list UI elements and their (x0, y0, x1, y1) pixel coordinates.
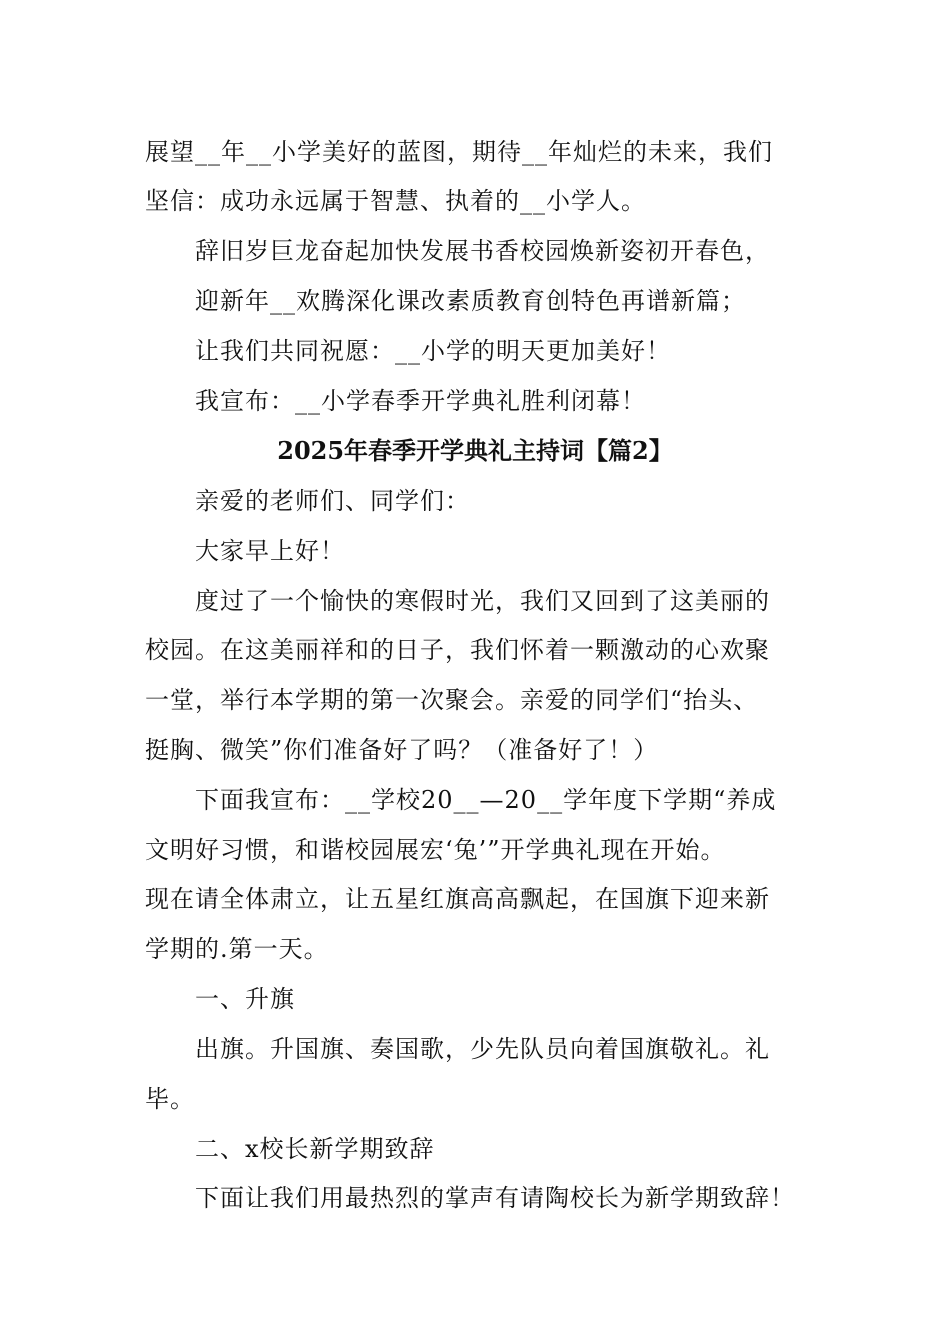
paragraph-line: 学期的.第一天。 (145, 935, 329, 963)
paragraph-line: 毕。 (145, 1085, 195, 1113)
paragraph-line: 二、x校长新学期致辞 (195, 1135, 435, 1163)
paragraph-line: 挺胸、微笑”你们准备好了吗？（准备好了！） (145, 736, 659, 764)
paragraph-line: 让我们共同祝愿：__小学的明天更加美好！ (195, 337, 671, 365)
paragraph-line: 校园。在这美丽祥和的日子，我们怀着一颗激动的心欢聚 (145, 636, 770, 664)
paragraph-line: 一、升旗 (195, 985, 295, 1013)
paragraph-line: 展望__年__小学美好的蓝图，期待__年灿烂的未来，我们 (145, 138, 773, 166)
section-title: 2025年春季开学典礼主持词【篇2】 (277, 436, 673, 465)
paragraph-line: 下面我宣布：__学校20__—20__学年度下学期“养成 (195, 786, 777, 814)
paragraph-line: 大家早上好！ (195, 537, 345, 565)
paragraph-line: 文明好习惯，和谐校园展宏‘兔’”开学典礼现在开始。 (145, 836, 726, 864)
paragraph-line: 亲爱的老师们、同学们： (195, 487, 470, 515)
paragraph-line: 一堂，举行本学期的第一次聚会。亲爱的同学们“抬头、 (145, 686, 759, 714)
paragraph-line: 出旗。升国旗、奏国歌，少先队员向着国旗敬礼。礼 (195, 1035, 770, 1063)
paragraph-line: 我宣布：__小学春季开学典礼胜利闭幕！ (195, 387, 646, 415)
paragraph-line: 现在请全体肃立，让五星红旗高高飘起，在国旗下迎来新 (145, 885, 770, 913)
paragraph-line: 辞旧岁巨龙奋起加快发展书香校园焕新姿初开春色， (195, 237, 770, 265)
paragraph-line: 度过了一个愉快的寒假时光，我们又回到了这美丽的 (195, 587, 770, 615)
paragraph-line: 迎新年__欢腾深化课改素质教育创特色再谱新篇； (195, 287, 746, 315)
paragraph-line: 下面让我们用最热烈的掌声有请陶校长为新学期致辞！ (195, 1184, 795, 1212)
paragraph-line: 坚信：成功永远属于智慧、执着的__小学人。 (145, 187, 646, 215)
